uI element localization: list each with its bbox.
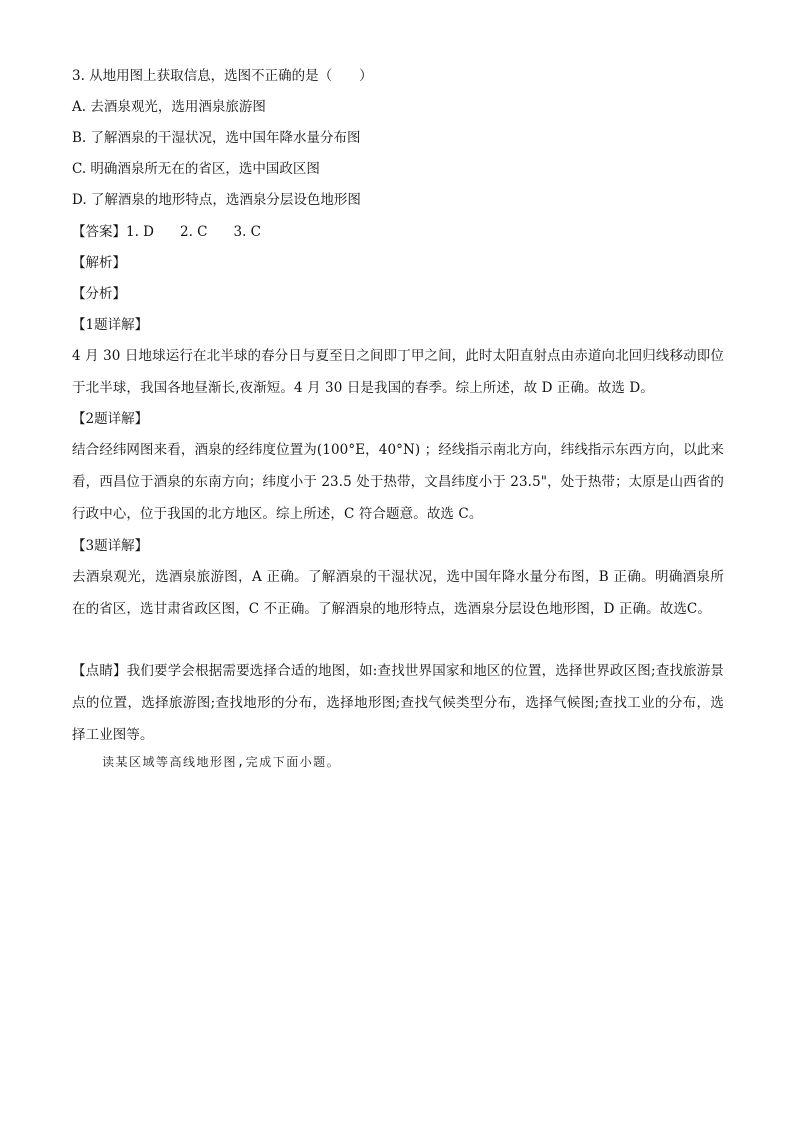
- option-b: B. 了解酒泉的干湿状况，选中国年降水量分布图: [72, 130, 361, 146]
- q1-detail-heading: 【1题详解】: [72, 317, 149, 333]
- question-3-stem: 3. 从地用图上获取信息，选图不正确的是（ ）: [72, 68, 373, 84]
- next-question-intro: 读某区域等高线地形图,完成下面小题。: [102, 755, 341, 769]
- answer-2: 2. C: [180, 224, 208, 240]
- q2-detail-text: 结合经纬网图来看，酒泉的经纬度位置为(100°E，40°N) ；经线指示南北方向，纬线指示东西方向，以此来看，西昌位于酒泉的东南方向；纬度小于 23.5 处于热带，文昌纬度小于 23.5"，处于热带；太原是山西省的行政中心，位于我国的北方地区。综上所述，C 符合题意。故选 C。: [72, 442, 724, 522]
- option-d: D. 了解酒泉的地形特点，选酒泉分层设色地形图: [72, 192, 361, 208]
- answer-3: 3. C: [233, 224, 262, 240]
- dianjing-label: 【点睛】: [72, 663, 127, 679]
- dianjing-text: 我们要学会根据需要选择合适的地图，如:查找世界国家和地区的位置，选择世界政区图;查找旅游景点的位置，选择旅游图;查找地形的分布，选择地形图;查找气候类型分布，选择气候图;查找工业的分布，选择工业图等。: [72, 663, 724, 743]
- dianjing-paragraph: [72, 655, 724, 751]
- q3-detail-text: 去酒泉观光，选酒泉旅游图，A 正确。了解酒泉的干湿状况，选中国年降水量分布图，B 正确。明确酒泉所在的省区，选甘肃省政区图，C 不正确。了解酒泉的地形特点，选酒泉分层设色地形图，D 正确。故选C。: [72, 569, 724, 617]
- fenxi-heading: 【分析】: [72, 286, 126, 302]
- q2-detail-heading: 【2题详解】: [72, 411, 149, 427]
- option-c: C. 明确酒泉所无在的省区，选中国政区图: [72, 161, 320, 177]
- answer-label: 【答案】: [72, 224, 126, 240]
- answer-line: [72, 222, 732, 242]
- q3-detail-heading: 【3题详解】: [72, 538, 149, 554]
- jiexi-heading: 【解析】: [72, 255, 126, 271]
- option-a: A. 去酒泉观光，选用酒泉旅游图: [72, 99, 266, 115]
- q1-detail-text: 4 月 30 日地球运行在北半球的春分日与夏至日之间即丁甲之间，此时太阳直射点由赤道向北回归线移动即位于北半球，我国各地昼渐长,夜渐短。4 月 30 日是我国的春季。综上所述，故 D 正确。故选 D。: [72, 348, 724, 396]
- answer-1: 1. D: [126, 224, 154, 240]
